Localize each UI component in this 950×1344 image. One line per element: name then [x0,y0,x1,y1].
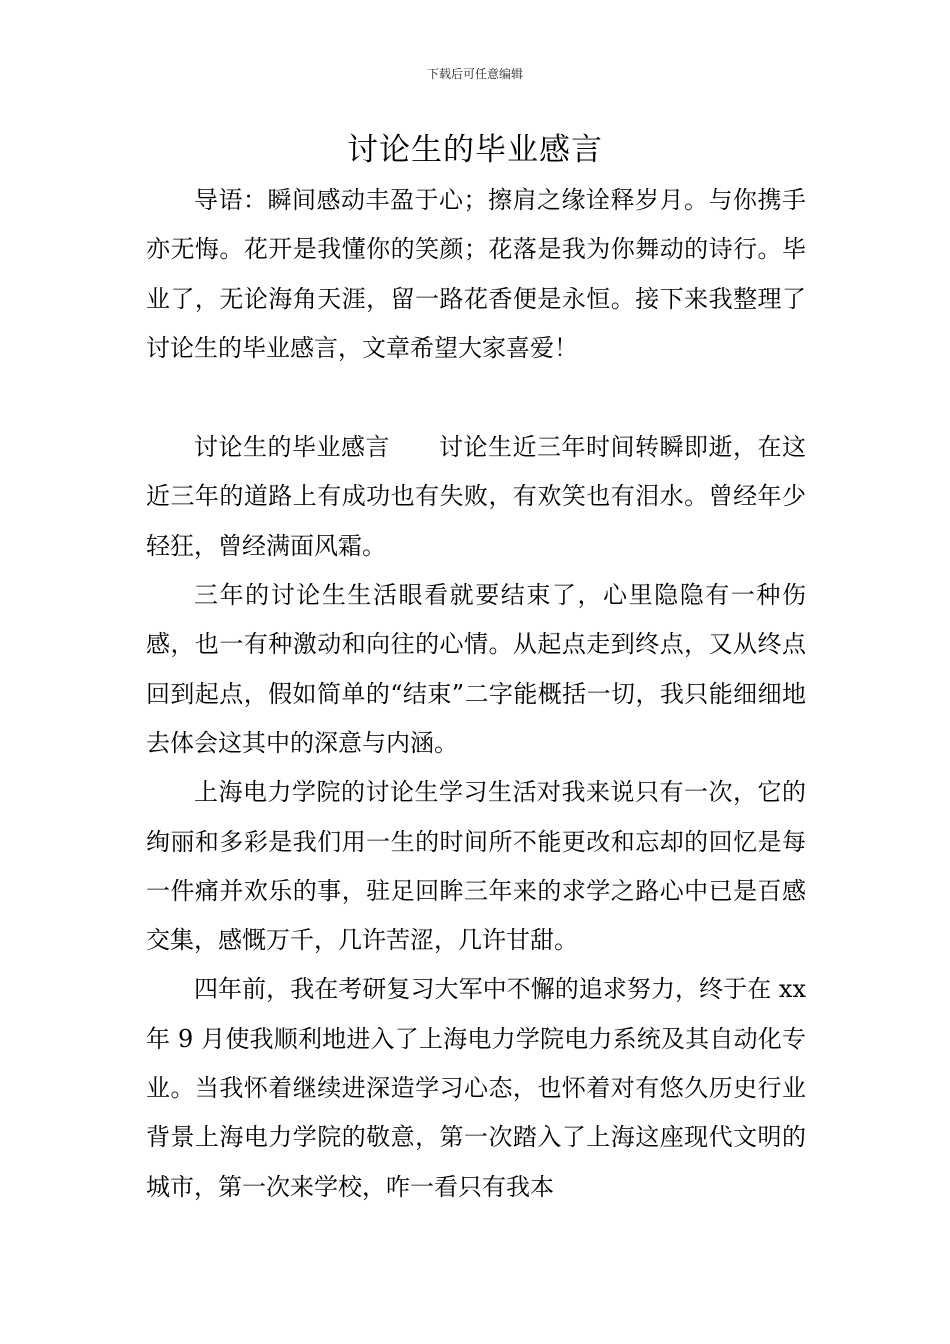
intro-paragraph: 导语：瞬间感动丰盈于心；擦肩之缘诠释岁月。与你携手亦无悔。花开是我懂你的笑颜；花落是我为你舞动的诗行。毕业了，无论海角天涯，留一路花香便是永恒。接下来我整理了讨论生的毕业感言，文章希望大家喜爱！ [146,186,806,362]
body-paragraph: 上海电力学院的讨论生学习生活对我来说只有一次，它的绚丽和多彩是我们用一生的时间所不能更改和忘却的回忆是每一件痛并欢乐的事，驻足回眸三年来的求学之路心中已是百感交集，感慨万千，几许苦涩，几许甘甜。 [146,778,806,955]
body-paragraph: 四年前，我在考研复习大军中不懈的追求努力，终于在 xx 年 9 月使我顺利地进入了上海电力学院电力系统及其自动化专业。当我怀着继续进深造学习心态，也怀着对有悠久历史行业背景上海电力学院的敬意，第一次踏入了上海这座现代文明的城市，第一次来学校，咋一看只有我本 [146,975,806,1201]
document-body [146,176,806,1212]
paragraph-spacer [146,373,806,423]
body-paragraph: 讨论生的毕业感言 讨论生近三年时间转瞬即逝，在这近三年的道路上有成功也有失败，有欢笑也有泪水。曾经年少轻狂，曾经满面风霜。 [146,433,806,560]
document-title: 讨论生的毕业感言 [347,132,603,168]
body-paragraph: 三年的讨论生生活眼看就要结束了，心里隐隐有一种伤感，也一有种激动和向往的心情。从起点走到终点，又从终点回到起点，假如简单的“结束”二字能概括一切，我只能细细地去体会这其中的深意与内涵。 [146,581,806,757]
header-note: 下载后可任意编辑 [426,67,523,81]
